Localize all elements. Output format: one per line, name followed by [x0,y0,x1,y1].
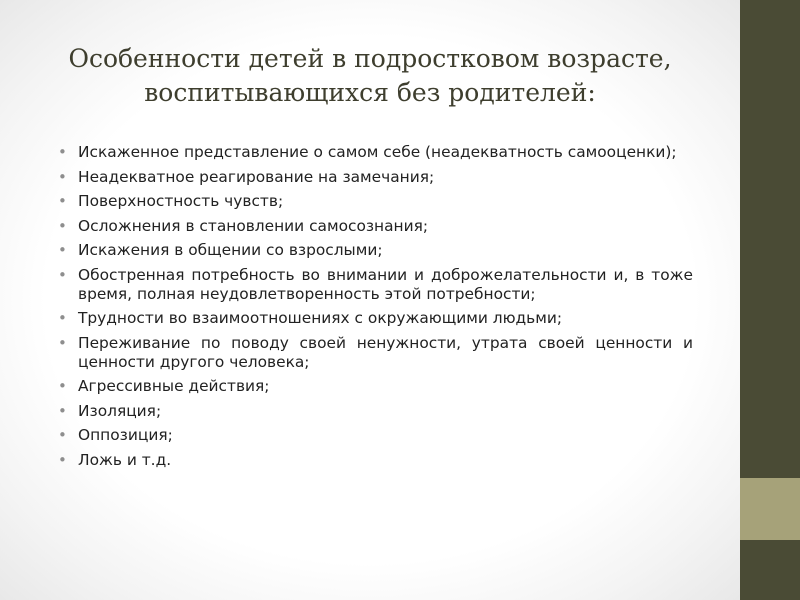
bullet-icon: • [58,401,67,420]
bullet-icon: • [58,167,67,186]
list-item-text: Оппозиция; [78,426,173,444]
list-item-text: Неадекватное реагирование на замечания; [78,167,435,186]
list-item [58,334,693,372]
list-item-text: Искаженное представление о самом себе (неадекватность самооценки); [78,143,677,161]
bullet-icon: • [58,192,67,210]
bullet-icon: • [58,309,67,327]
list-item [58,168,693,187]
list-item-text: Обостренная потребность во внимании и доброжелательности и, в тоже время, полная неудовлетворенность этой потребности; [78,265,693,303]
list-item [58,451,693,470]
bullet-icon: • [58,216,67,235]
list-item [58,217,693,236]
list-item [58,192,693,211]
list-item [58,309,693,328]
list-item [58,241,693,260]
bullet-icon: • [58,333,67,352]
list-item-text: Агрессивные действия; [78,377,270,395]
list-item [58,266,693,304]
list-item [58,402,693,421]
list-item-text: Трудности во взаимоотношениях с окружающими людьми; [78,309,563,327]
bullet-icon: • [58,426,67,444]
bullet-icon: • [58,265,67,284]
list-item [58,377,693,396]
bullet-icon: • [58,450,67,469]
title-line-1: Особенности детей в подростковом возрасте, [68,44,672,73]
slide-title [40,42,700,110]
list-item-text: Ложь и т.д. [78,450,172,469]
title-line-2: воспитывающихся без родителей: [144,78,596,107]
list-item-text: Изоляция; [78,401,162,420]
bullet-list [58,143,693,475]
list-item-text: Осложнения в становлении самосознания; [78,216,429,235]
sidebar-accent-block [740,478,800,540]
bullet-icon: • [58,377,67,395]
list-item-text: Переживание по поводу своей ненужности, утрата своей ценности и ценности другого человека; [78,333,693,371]
list-item [58,143,693,162]
list-item-text: Искажения в общении со взрослыми; [78,241,383,259]
list-item [58,426,693,445]
bullet-icon: • [58,241,67,259]
bullet-icon: • [58,143,67,161]
list-item-text: Поверхностность чувств; [78,192,284,210]
